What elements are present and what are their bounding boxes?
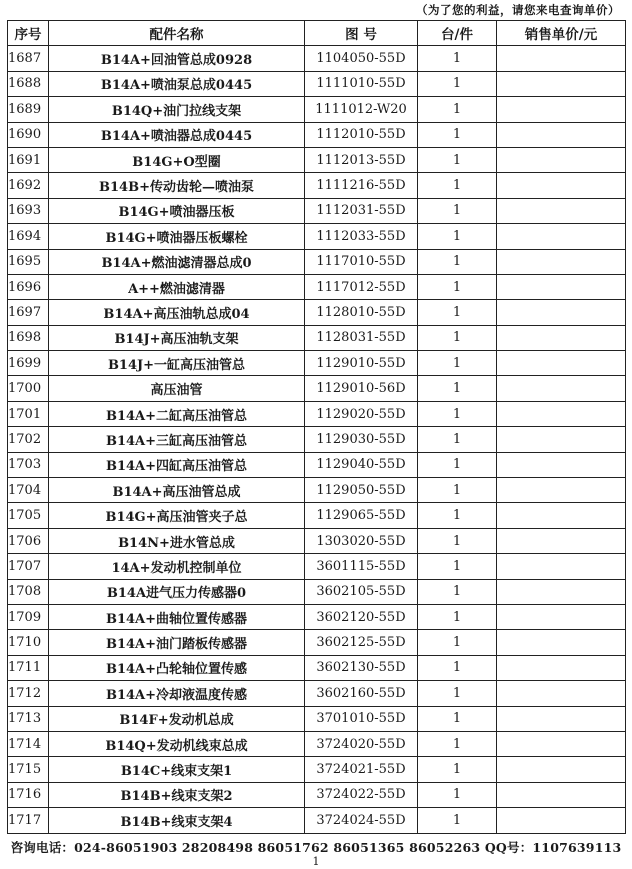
table-row: [8, 224, 626, 249]
cell-part-name: B14A+回油管总成0928: [49, 46, 305, 71]
cell-unit-price: [497, 249, 626, 274]
cell-drawing-no: 1129020-55D: [305, 401, 418, 426]
table-row: [8, 452, 626, 477]
cell-serial-no: 1705: [8, 503, 49, 528]
cell-serial-no: 1696: [8, 274, 49, 299]
cell-part-name: B14A+冷却液温度传感: [49, 681, 305, 706]
cell-drawing-no: 3724022-55D: [305, 782, 418, 807]
cell-unit-price: [497, 300, 626, 325]
cell-unit-price: [497, 681, 626, 706]
table-row: [8, 427, 626, 452]
cell-drawing-no: 1129030-55D: [305, 427, 418, 452]
table-row: [8, 351, 626, 376]
cell-quantity: 1: [418, 681, 497, 706]
cell-serial-no: 1688: [8, 71, 49, 96]
cell-unit-price: [497, 224, 626, 249]
cell-serial-no: 1713: [8, 706, 49, 731]
cell-serial-no: 1709: [8, 604, 49, 629]
cell-quantity: 1: [418, 122, 497, 147]
cell-serial-no: 1714: [8, 731, 49, 756]
cell-drawing-no: 1111216-55D: [305, 173, 418, 198]
cell-part-name: 14A+发动机控制单位: [49, 554, 305, 579]
cell-serial-no: 1692: [8, 173, 49, 198]
cell-part-name: B14B+传动齿轮—喷油泵: [49, 173, 305, 198]
table-row: [8, 147, 626, 172]
cell-part-name: B14B+线束支架4: [49, 808, 305, 833]
table-row: [8, 554, 626, 579]
cell-unit-price: [497, 731, 626, 756]
cell-quantity: 1: [418, 782, 497, 807]
cell-drawing-no: 3724024-55D: [305, 808, 418, 833]
table-row: [8, 782, 626, 807]
table-row: [8, 97, 626, 122]
cell-drawing-no: 1117010-55D: [305, 249, 418, 274]
cell-drawing-no: 1112031-55D: [305, 198, 418, 223]
cell-quantity: 1: [418, 630, 497, 655]
header-drawing-no: 图 号: [305, 21, 418, 46]
cell-part-name: 高压油管: [49, 376, 305, 401]
cell-quantity: 1: [418, 655, 497, 680]
cell-quantity: 1: [418, 224, 497, 249]
cell-unit-price: [497, 351, 626, 376]
cell-unit-price: [497, 427, 626, 452]
cell-drawing-no: 1128031-55D: [305, 325, 418, 350]
table-row: [8, 731, 626, 756]
cell-part-name: B14A+凸轮轴位置传感: [49, 655, 305, 680]
cell-part-name: A++燃油滤清器: [49, 274, 305, 299]
cell-serial-no: 1687: [8, 46, 49, 71]
table-row: [8, 630, 626, 655]
table-row: [8, 249, 626, 274]
cell-unit-price: [497, 452, 626, 477]
cell-quantity: 1: [418, 173, 497, 198]
cell-unit-price: [497, 376, 626, 401]
cell-quantity: 1: [418, 528, 497, 553]
cell-quantity: 1: [418, 503, 497, 528]
cell-part-name: B14Q+油门拉线支架: [49, 97, 305, 122]
cell-part-name: B14J+一缸高压油管总: [49, 351, 305, 376]
cell-serial-no: 1710: [8, 630, 49, 655]
cell-serial-no: 1699: [8, 351, 49, 376]
cell-unit-price: [497, 655, 626, 680]
cell-quantity: 1: [418, 249, 497, 274]
table-row: [8, 528, 626, 553]
cell-unit-price: [497, 757, 626, 782]
cell-part-name: B14A+喷油器总成0445: [49, 122, 305, 147]
cell-quantity: 1: [418, 757, 497, 782]
table-row: [8, 274, 626, 299]
cell-quantity: 1: [418, 427, 497, 452]
cell-serial-no: 1701: [8, 401, 49, 426]
cell-serial-no: 1708: [8, 579, 49, 604]
cell-unit-price: [497, 554, 626, 579]
cell-drawing-no: 1129010-55D: [305, 351, 418, 376]
parts-table: [7, 20, 626, 834]
cell-serial-no: 1716: [8, 782, 49, 807]
cell-serial-no: 1715: [8, 757, 49, 782]
cell-unit-price: [497, 630, 626, 655]
cell-serial-no: 1704: [8, 478, 49, 503]
cell-unit-price: [497, 604, 626, 629]
cell-quantity: 1: [418, 579, 497, 604]
header-unit-price: 销售单价/元: [497, 21, 626, 46]
cell-quantity: 1: [418, 97, 497, 122]
cell-unit-price: [497, 147, 626, 172]
table-row: [8, 757, 626, 782]
cell-drawing-no: 3724021-55D: [305, 757, 418, 782]
cell-drawing-no: 3701010-55D: [305, 706, 418, 731]
table-body: [8, 46, 626, 833]
cell-serial-no: 1700: [8, 376, 49, 401]
cell-part-name: B14Q+发动机线束总成: [49, 731, 305, 756]
table-row: [8, 808, 626, 833]
cell-part-name: B14A+油门踏板传感器: [49, 630, 305, 655]
cell-quantity: 1: [418, 731, 497, 756]
cell-quantity: 1: [418, 478, 497, 503]
table-header-row: [8, 21, 626, 46]
page-number: 1: [312, 855, 320, 868]
header-serial-no: 序号: [8, 21, 49, 46]
cell-part-name: B14G+高压油管夹子总: [49, 503, 305, 528]
cell-drawing-no: 1303020-55D: [305, 528, 418, 553]
cell-quantity: 1: [418, 808, 497, 833]
header-part-name: 配件名称: [49, 21, 305, 46]
cell-part-name: B14A+高压油轨总成04: [49, 300, 305, 325]
cell-part-name: B14N+进水管总成: [49, 528, 305, 553]
table-row: [8, 300, 626, 325]
cell-part-name: B14F+发动机总成: [49, 706, 305, 731]
cell-drawing-no: 1111010-55D: [305, 71, 418, 96]
table-row: [8, 604, 626, 629]
cell-serial-no: 1703: [8, 452, 49, 477]
cell-unit-price: [497, 325, 626, 350]
cell-unit-price: [497, 71, 626, 96]
table-row: [8, 681, 626, 706]
cell-drawing-no: 1128010-55D: [305, 300, 418, 325]
cell-serial-no: 1695: [8, 249, 49, 274]
cell-unit-price: [497, 503, 626, 528]
cell-part-name: B14A+燃油滤清器总成0: [49, 249, 305, 274]
table-row: [8, 706, 626, 731]
table-row: [8, 503, 626, 528]
cell-unit-price: [497, 478, 626, 503]
cell-serial-no: 1707: [8, 554, 49, 579]
cell-part-name: B14A+喷油泵总成0445: [49, 71, 305, 96]
table-row: [8, 376, 626, 401]
price-inquiry-note: （为了您的利益，请您来电查询单价）: [416, 3, 620, 17]
cell-unit-price: [497, 579, 626, 604]
cell-drawing-no: 1129050-55D: [305, 478, 418, 503]
table-row: [8, 325, 626, 350]
table-row: [8, 173, 626, 198]
cell-drawing-no: 1111012-W20: [305, 97, 418, 122]
cell-unit-price: [497, 46, 626, 71]
cell-drawing-no: 3724020-55D: [305, 731, 418, 756]
cell-quantity: 1: [418, 198, 497, 223]
cell-unit-price: [497, 122, 626, 147]
cell-part-name: B14C+线束支架1: [49, 757, 305, 782]
cell-drawing-no: 3602130-55D: [305, 655, 418, 680]
cell-quantity: 1: [418, 274, 497, 299]
cell-unit-price: [497, 706, 626, 731]
cell-serial-no: 1712: [8, 681, 49, 706]
cell-part-name: B14A+三缸高压油管总: [49, 427, 305, 452]
cell-quantity: 1: [418, 46, 497, 71]
cell-serial-no: 1706: [8, 528, 49, 553]
cell-quantity: 1: [418, 147, 497, 172]
cell-serial-no: 1693: [8, 198, 49, 223]
cell-serial-no: 1711: [8, 655, 49, 680]
cell-quantity: 1: [418, 71, 497, 96]
cell-drawing-no: 3602160-55D: [305, 681, 418, 706]
table-row: [8, 71, 626, 96]
cell-quantity: 1: [418, 452, 497, 477]
cell-part-name: B14A+高压油管总成: [49, 478, 305, 503]
cell-quantity: 1: [418, 300, 497, 325]
cell-serial-no: 1689: [8, 97, 49, 122]
cell-drawing-no: 1129040-55D: [305, 452, 418, 477]
cell-drawing-no: 3602125-55D: [305, 630, 418, 655]
cell-part-name: B14A+二缸高压油管总: [49, 401, 305, 426]
cell-serial-no: 1702: [8, 427, 49, 452]
cell-quantity: 1: [418, 401, 497, 426]
cell-quantity: 1: [418, 706, 497, 731]
cell-quantity: 1: [418, 351, 497, 376]
cell-unit-price: [497, 401, 626, 426]
cell-unit-price: [497, 274, 626, 299]
header-quantity: 台/件: [418, 21, 497, 46]
cell-part-name: B14A进气压力传感器0: [49, 579, 305, 604]
table-row: [8, 579, 626, 604]
cell-drawing-no: 3602120-55D: [305, 604, 418, 629]
cell-part-name: B14G+喷油器压板螺栓: [49, 224, 305, 249]
cell-serial-no: 1698: [8, 325, 49, 350]
cell-unit-price: [497, 97, 626, 122]
cell-drawing-no: 1129065-55D: [305, 503, 418, 528]
cell-unit-price: [497, 808, 626, 833]
cell-part-name: B14G+O型圈: [49, 147, 305, 172]
cell-drawing-no: 1112010-55D: [305, 122, 418, 147]
cell-quantity: 1: [418, 604, 497, 629]
cell-part-name: B14A+曲轴位置传感器: [49, 604, 305, 629]
cell-unit-price: [497, 173, 626, 198]
cell-serial-no: 1691: [8, 147, 49, 172]
cell-part-name: B14B+线束支架2: [49, 782, 305, 807]
cell-drawing-no: 3602105-55D: [305, 579, 418, 604]
cell-part-name: B14A+四缸高压油管总: [49, 452, 305, 477]
cell-part-name: B14J+高压油轨支架: [49, 325, 305, 350]
contact-footer: 咨询电话：024-86051903 28208498 86051762 86051365 86052263 QQ号：1107639113: [10, 840, 622, 855]
cell-quantity: 1: [418, 554, 497, 579]
cell-serial-no: 1694: [8, 224, 49, 249]
cell-serial-no: 1697: [8, 300, 49, 325]
cell-drawing-no: 3601115-55D: [305, 554, 418, 579]
cell-drawing-no: 1112013-55D: [305, 147, 418, 172]
cell-quantity: 1: [418, 325, 497, 350]
table-row: [8, 401, 626, 426]
table-row: [8, 478, 626, 503]
table-row: [8, 198, 626, 223]
cell-quantity: 1: [418, 376, 497, 401]
cell-drawing-no: 1117012-55D: [305, 274, 418, 299]
cell-drawing-no: 1112033-55D: [305, 224, 418, 249]
table-row: [8, 46, 626, 71]
table-row: [8, 655, 626, 680]
cell-unit-price: [497, 528, 626, 553]
cell-drawing-no: 1104050-55D: [305, 46, 418, 71]
table-row: [8, 122, 626, 147]
cell-drawing-no: 1129010-56D: [305, 376, 418, 401]
cell-part-name: B14G+喷油器压板: [49, 198, 305, 223]
cell-serial-no: 1690: [8, 122, 49, 147]
cell-serial-no: 1717: [8, 808, 49, 833]
cell-unit-price: [497, 198, 626, 223]
cell-unit-price: [497, 782, 626, 807]
